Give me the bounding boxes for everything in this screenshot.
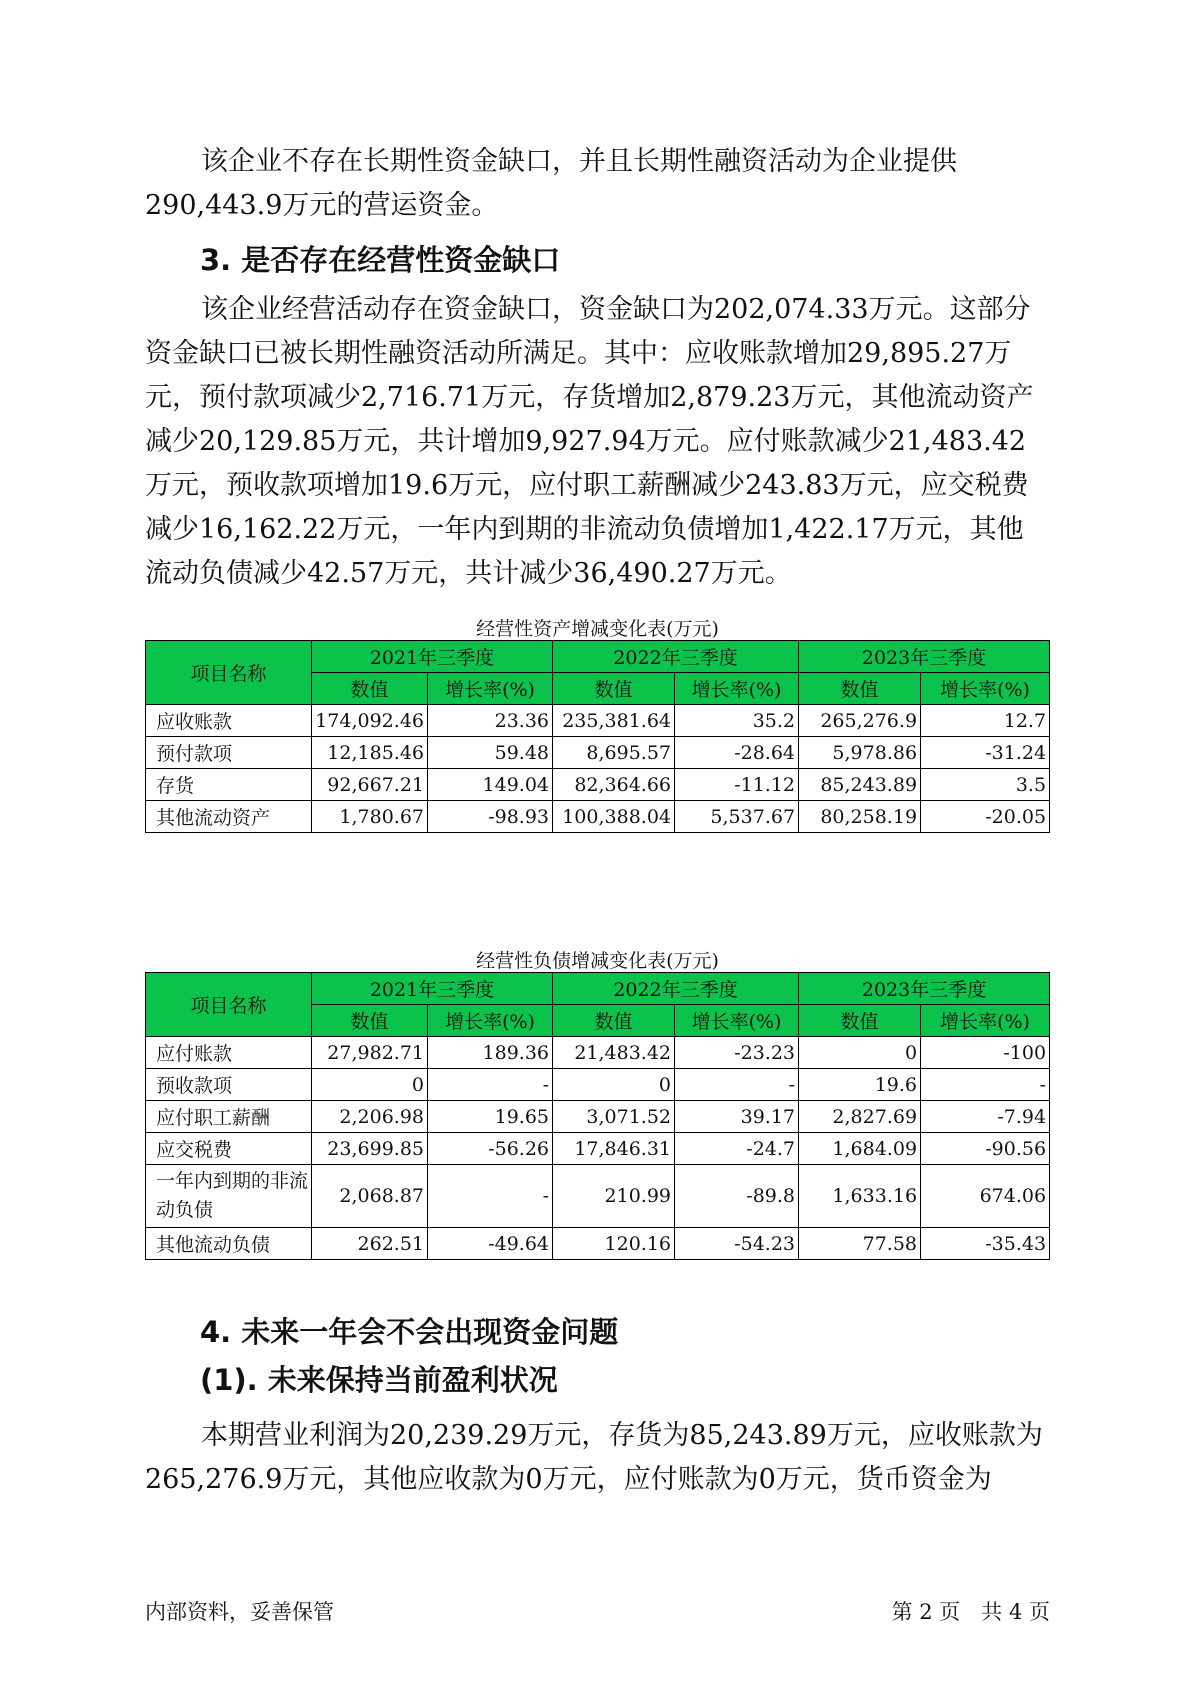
- header-value: 数值: [553, 673, 675, 705]
- header-value: 数值: [312, 673, 428, 705]
- cell-growth-2023: -: [921, 1069, 1050, 1101]
- cell-growth-2022: -23.23: [675, 1037, 799, 1069]
- cell-value-2021: 262.51: [312, 1228, 428, 1260]
- paragraph-long-term-funding: 该企业不存在长期性资金缺口，并且长期性融资活动为企业提供290,443.9万元的营运资金。: [145, 146, 957, 221]
- cell-value-2022: 235,381.64: [553, 705, 675, 737]
- cell-value-2021: 2,206.98: [312, 1101, 428, 1133]
- cell-growth-2023: -7.94: [921, 1101, 1050, 1133]
- table-caption-assets: 经营性资产增减变化表(万元): [476, 618, 719, 640]
- cell-growth-2022: -24.7: [675, 1133, 799, 1165]
- table-row: [146, 1133, 1050, 1165]
- header-2021: 2021年三季度: [312, 641, 553, 673]
- header-growth: 增长率(%): [675, 1005, 799, 1037]
- row-name: 应付账款: [146, 1037, 312, 1069]
- cell-growth-2023: -20.05: [921, 801, 1050, 833]
- header-2023: 2023年三季度: [799, 641, 1050, 673]
- cell-value-2022: 0: [553, 1069, 675, 1101]
- cell-growth-2021: -98.93: [428, 801, 553, 833]
- cell-value-2022: 3,071.52: [553, 1101, 675, 1133]
- row-name: 其他流动负债: [146, 1228, 312, 1260]
- cell-value-2023: 1,633.16: [799, 1165, 921, 1228]
- subsection-heading-4-1: (1). 未来保持当前盈利状况: [200, 1363, 558, 1397]
- row-name: 预付款项: [146, 737, 312, 769]
- cell-growth-2022: -11.12: [675, 769, 799, 801]
- cell-growth-2023: 674.06: [921, 1165, 1050, 1228]
- cell-value-2021: 23,699.85: [312, 1133, 428, 1165]
- paragraph-operating-gap: 该企业经营活动存在资金缺口，资金缺口为202,074.33万元。这部分资金缺口已被长期性融资活动所满足。其中：应收账款增加29,895.27万元，预付款项减少2,716.71万元，存货增加2,879.23万元，其他流动资产减少20,129.85万元，共计增加9,927.94万元。应付账款减少21,483.42万元，预收款项增加19.6万元，应付职工薪酬减少243.83万元，应交税费减少16,162.22万元，一年内到期的非流动负债增加1,422.17万元，其他流动负债减少42.57万元，共计减少36,490.27万元。: [145, 294, 1034, 589]
- row-name: 应收账款: [146, 705, 312, 737]
- header-growth: 增长率(%): [428, 673, 553, 705]
- row-name: 预收款项: [146, 1069, 312, 1101]
- table-row: [146, 1228, 1050, 1260]
- row-name: 应交税费: [146, 1133, 312, 1165]
- section-heading-4: 4. 未来一年会不会出现资金问题: [200, 1315, 619, 1349]
- cell-growth-2023: -35.43: [921, 1228, 1050, 1260]
- cell-growth-2021: 19.65: [428, 1101, 553, 1133]
- cell-value-2021: 0: [312, 1069, 428, 1101]
- header-growth: 增长率(%): [921, 673, 1050, 705]
- header-value: 数值: [799, 1005, 921, 1037]
- header-item-name: 项目名称: [146, 973, 312, 1037]
- cell-value-2022: 17,846.31: [553, 1133, 675, 1165]
- cell-value-2023: 19.6: [799, 1069, 921, 1101]
- cell-growth-2021: -49.64: [428, 1228, 553, 1260]
- table-row: [146, 1069, 1050, 1101]
- header-2022: 2022年三季度: [553, 641, 799, 673]
- row-name: 其他流动资产: [146, 801, 312, 833]
- cell-growth-2022: 35.2: [675, 705, 799, 737]
- cell-growth-2021: 23.36: [428, 705, 553, 737]
- cell-value-2023: 80,258.19: [799, 801, 921, 833]
- cell-value-2023: 1,684.09: [799, 1133, 921, 1165]
- table-row: [146, 705, 1050, 737]
- header-2022: 2022年三季度: [553, 973, 799, 1005]
- cell-growth-2021: -: [428, 1069, 553, 1101]
- header-item-name: 项目名称: [146, 641, 312, 705]
- cell-value-2021: 1,780.67: [312, 801, 428, 833]
- cell-growth-2021: -: [428, 1165, 553, 1228]
- cell-value-2022: 120.16: [553, 1228, 675, 1260]
- cell-growth-2021: 59.48: [428, 737, 553, 769]
- cell-value-2022: 210.99: [553, 1165, 675, 1228]
- header-growth: 增长率(%): [675, 673, 799, 705]
- cell-growth-2023: -31.24: [921, 737, 1050, 769]
- cell-value-2022: 21,483.42: [553, 1037, 675, 1069]
- cell-value-2021: 174,092.46: [312, 705, 428, 737]
- cell-value-2023: 77.58: [799, 1228, 921, 1260]
- cell-value-2021: 92,667.21: [312, 769, 428, 801]
- header-2023: 2023年三季度: [799, 973, 1050, 1005]
- cell-growth-2022: 5,537.67: [675, 801, 799, 833]
- cell-value-2023: 265,276.9: [799, 705, 921, 737]
- header-value: 数值: [799, 673, 921, 705]
- cell-value-2021: 12,185.46: [312, 737, 428, 769]
- cell-growth-2022: 39.17: [675, 1101, 799, 1133]
- cell-growth-2023: -90.56: [921, 1133, 1050, 1165]
- row-name: 应付职工薪酬: [146, 1101, 312, 1133]
- cell-value-2023: 85,243.89: [799, 769, 921, 801]
- cell-growth-2022: -28.64: [675, 737, 799, 769]
- cell-growth-2022: -: [675, 1069, 799, 1101]
- footer-confidential-note: 内部资料，妥善保管: [145, 1600, 334, 1624]
- cell-growth-2022: -89.8: [675, 1165, 799, 1228]
- footer-page-number: 第 2 页 共 4 页: [891, 1600, 1050, 1624]
- table-row: [146, 737, 1050, 769]
- liabilities-table: [145, 972, 1050, 1260]
- header-2021: 2021年三季度: [312, 973, 553, 1005]
- header-growth: 增长率(%): [428, 1005, 553, 1037]
- cell-value-2022: 82,364.66: [553, 769, 675, 801]
- cell-value-2023: 2,827.69: [799, 1101, 921, 1133]
- cell-value-2021: 2,068.87: [312, 1165, 428, 1228]
- row-name: 存货: [146, 769, 312, 801]
- cell-growth-2023: 12.7: [921, 705, 1050, 737]
- table-caption-liabilities: 经营性负债增减变化表(万元): [476, 950, 719, 972]
- table-row: [146, 1037, 1050, 1069]
- cell-growth-2021: 149.04: [428, 769, 553, 801]
- row-name: 一年内到期的非流动负债: [146, 1165, 312, 1228]
- paragraph-profit-status: 本期营业利润为20,239.29万元，存货为85,243.89万元，应收账款为265,276.9万元，其他应收款为0万元，应付账款为0万元，货币资金为: [145, 1420, 1043, 1495]
- header-value: 数值: [312, 1005, 428, 1037]
- table-row: [146, 1165, 1050, 1228]
- assets-table: [145, 640, 1050, 833]
- cell-growth-2021: -56.26: [428, 1133, 553, 1165]
- cell-growth-2023: 3.5: [921, 769, 1050, 801]
- cell-value-2022: 8,695.57: [553, 737, 675, 769]
- cell-value-2021: 27,982.71: [312, 1037, 428, 1069]
- cell-value-2022: 100,388.04: [553, 801, 675, 833]
- header-growth: 增长率(%): [921, 1005, 1050, 1037]
- table-row: [146, 1101, 1050, 1133]
- cell-growth-2022: -54.23: [675, 1228, 799, 1260]
- header-value: 数值: [553, 1005, 675, 1037]
- section-heading-3: 3. 是否存在经营性资金缺口: [200, 243, 561, 277]
- cell-growth-2021: 189.36: [428, 1037, 553, 1069]
- table-row: [146, 801, 1050, 833]
- cell-growth-2023: -100: [921, 1037, 1050, 1069]
- cell-value-2023: 5,978.86: [799, 737, 921, 769]
- table-row: [146, 769, 1050, 801]
- cell-value-2023: 0: [799, 1037, 921, 1069]
